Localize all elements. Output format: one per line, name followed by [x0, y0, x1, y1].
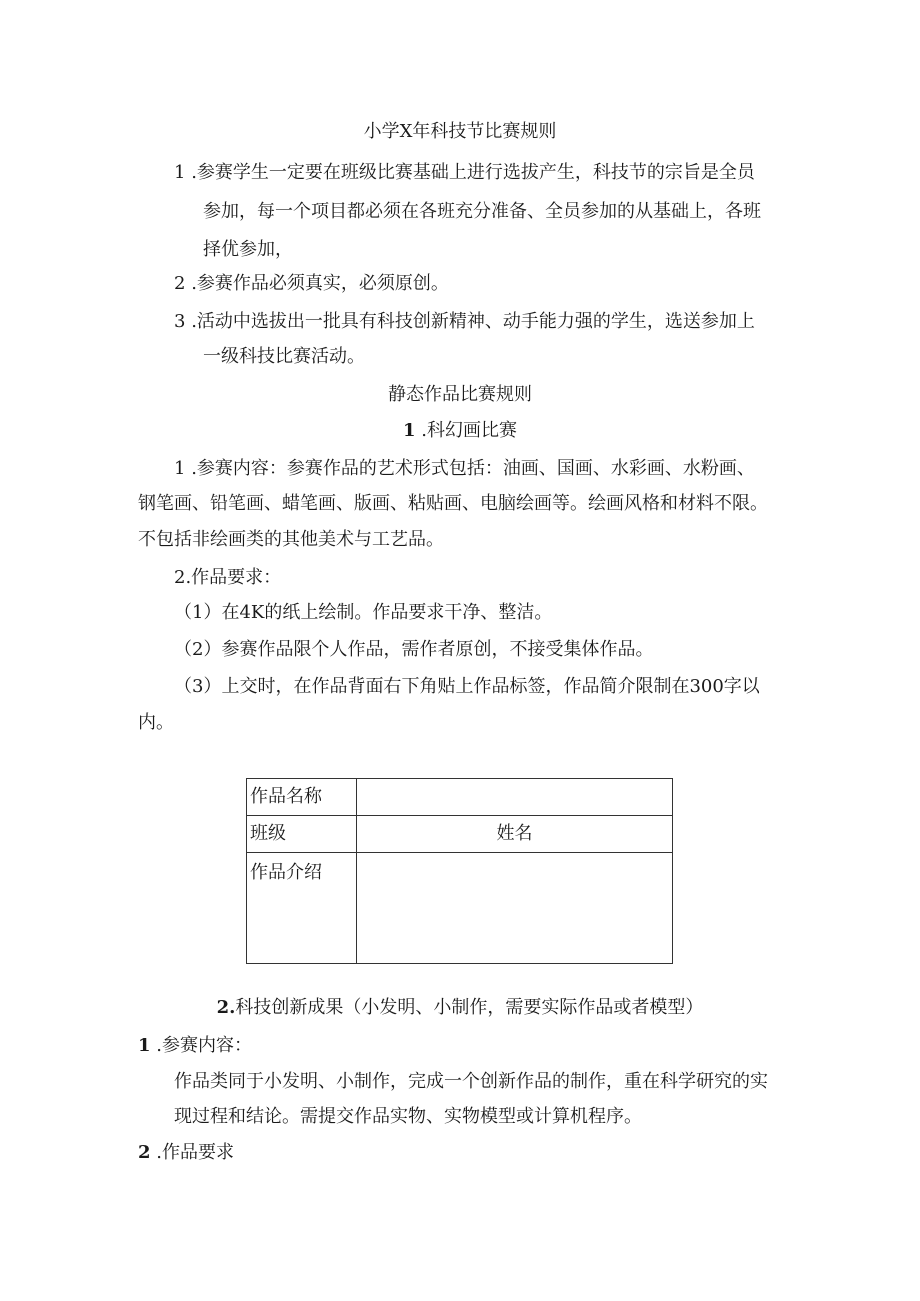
rule-continuation: 择优参加， — [203, 239, 293, 260]
rule-continuation: 参加，每一个项目都必须在各班充分准备、全员参加的从基础上，各班 — [203, 201, 761, 222]
subtitle-text: .科幻画比赛 — [421, 420, 517, 441]
rule-item — [174, 161, 755, 185]
title-number: 2. — [216, 997, 236, 1018]
section-title: 静态作品比赛规则 — [388, 384, 532, 405]
rule-text: .参赛作品必须真实，必须原创。 — [191, 273, 449, 294]
innovation-content: 作品类同于小发明、小制作，完成一个创新作品的制作，重在科学研究的实 — [174, 1071, 768, 1092]
innovation-item — [138, 1034, 252, 1058]
content-text: .参赛内容：参赛作品的艺术形式包括：油画、国画、水彩画、水粉画、 — [191, 458, 755, 479]
section-subtitle — [0, 419, 920, 443]
student-label-cell: 姓名 — [357, 816, 673, 853]
content-number: 1 — [174, 458, 186, 479]
intro-value-cell — [357, 853, 673, 964]
rule-number: 2 — [174, 273, 186, 294]
table-row — [247, 779, 673, 816]
intro-label-cell: 作品介绍 — [247, 853, 357, 964]
item-number: 1 — [138, 1035, 151, 1056]
name-value-cell — [357, 779, 673, 816]
item-text: .作品要求 — [156, 1142, 234, 1163]
requirement-item: （2）参赛作品限个人作品，需作者原创，不接受集体作品。 — [174, 639, 654, 660]
requirement-continuation: 内。 — [138, 712, 174, 733]
section-title — [0, 996, 920, 1020]
rule-continuation: 一级科技比赛活动。 — [203, 346, 365, 367]
rule-number: 3 — [174, 311, 186, 332]
rule-item — [174, 272, 449, 296]
class-label-cell: 班级 — [247, 816, 357, 853]
rule-item — [174, 310, 755, 334]
entry-label-table — [246, 778, 673, 964]
requirement-item: （1）在4K的纸上绘制。作品要求干净、整洁。 — [174, 602, 553, 623]
table-row — [247, 853, 673, 964]
content-paragraph — [174, 457, 755, 481]
rule-number: 1 — [174, 162, 186, 183]
item-number: 2 — [138, 1142, 151, 1163]
rule-text: .参赛学生一定要在班级比赛基础上进行选拔产生，科技节的宗旨是全员 — [191, 162, 755, 183]
content-continuation: 不包括非绘画类的其他美术与工艺品。 — [138, 529, 444, 550]
table-row — [247, 816, 673, 853]
innovation-item — [138, 1141, 234, 1165]
item-text: .参赛内容： — [156, 1035, 252, 1056]
subtitle-number: 1 — [403, 420, 416, 441]
requirement-item: （3）上交时，在作品背面右下角贴上作品标签，作品简介限制在300字以 — [174, 676, 760, 697]
innovation-content: 现过程和结论。需提交作品实物、实物模型或计算机程序。 — [174, 1106, 642, 1127]
content-continuation: 钢笔画、铅笔画、蜡笔画、版画、粘贴画、电脑绘画等。绘画风格和材料不限。 — [138, 493, 768, 514]
requirements-title: 2.作品要求： — [174, 567, 282, 588]
name-label-cell: 作品名称 — [247, 779, 357, 816]
rule-text: .活动中选拔出一批具有科技创新精神、动手能力强的学生，选送参加上 — [191, 311, 755, 332]
title-text: 科技创新成果（小发明、小制作，需要实际作品或者模型） — [235, 997, 704, 1018]
document-title: 小学X年科技节比赛规则 — [363, 121, 557, 142]
